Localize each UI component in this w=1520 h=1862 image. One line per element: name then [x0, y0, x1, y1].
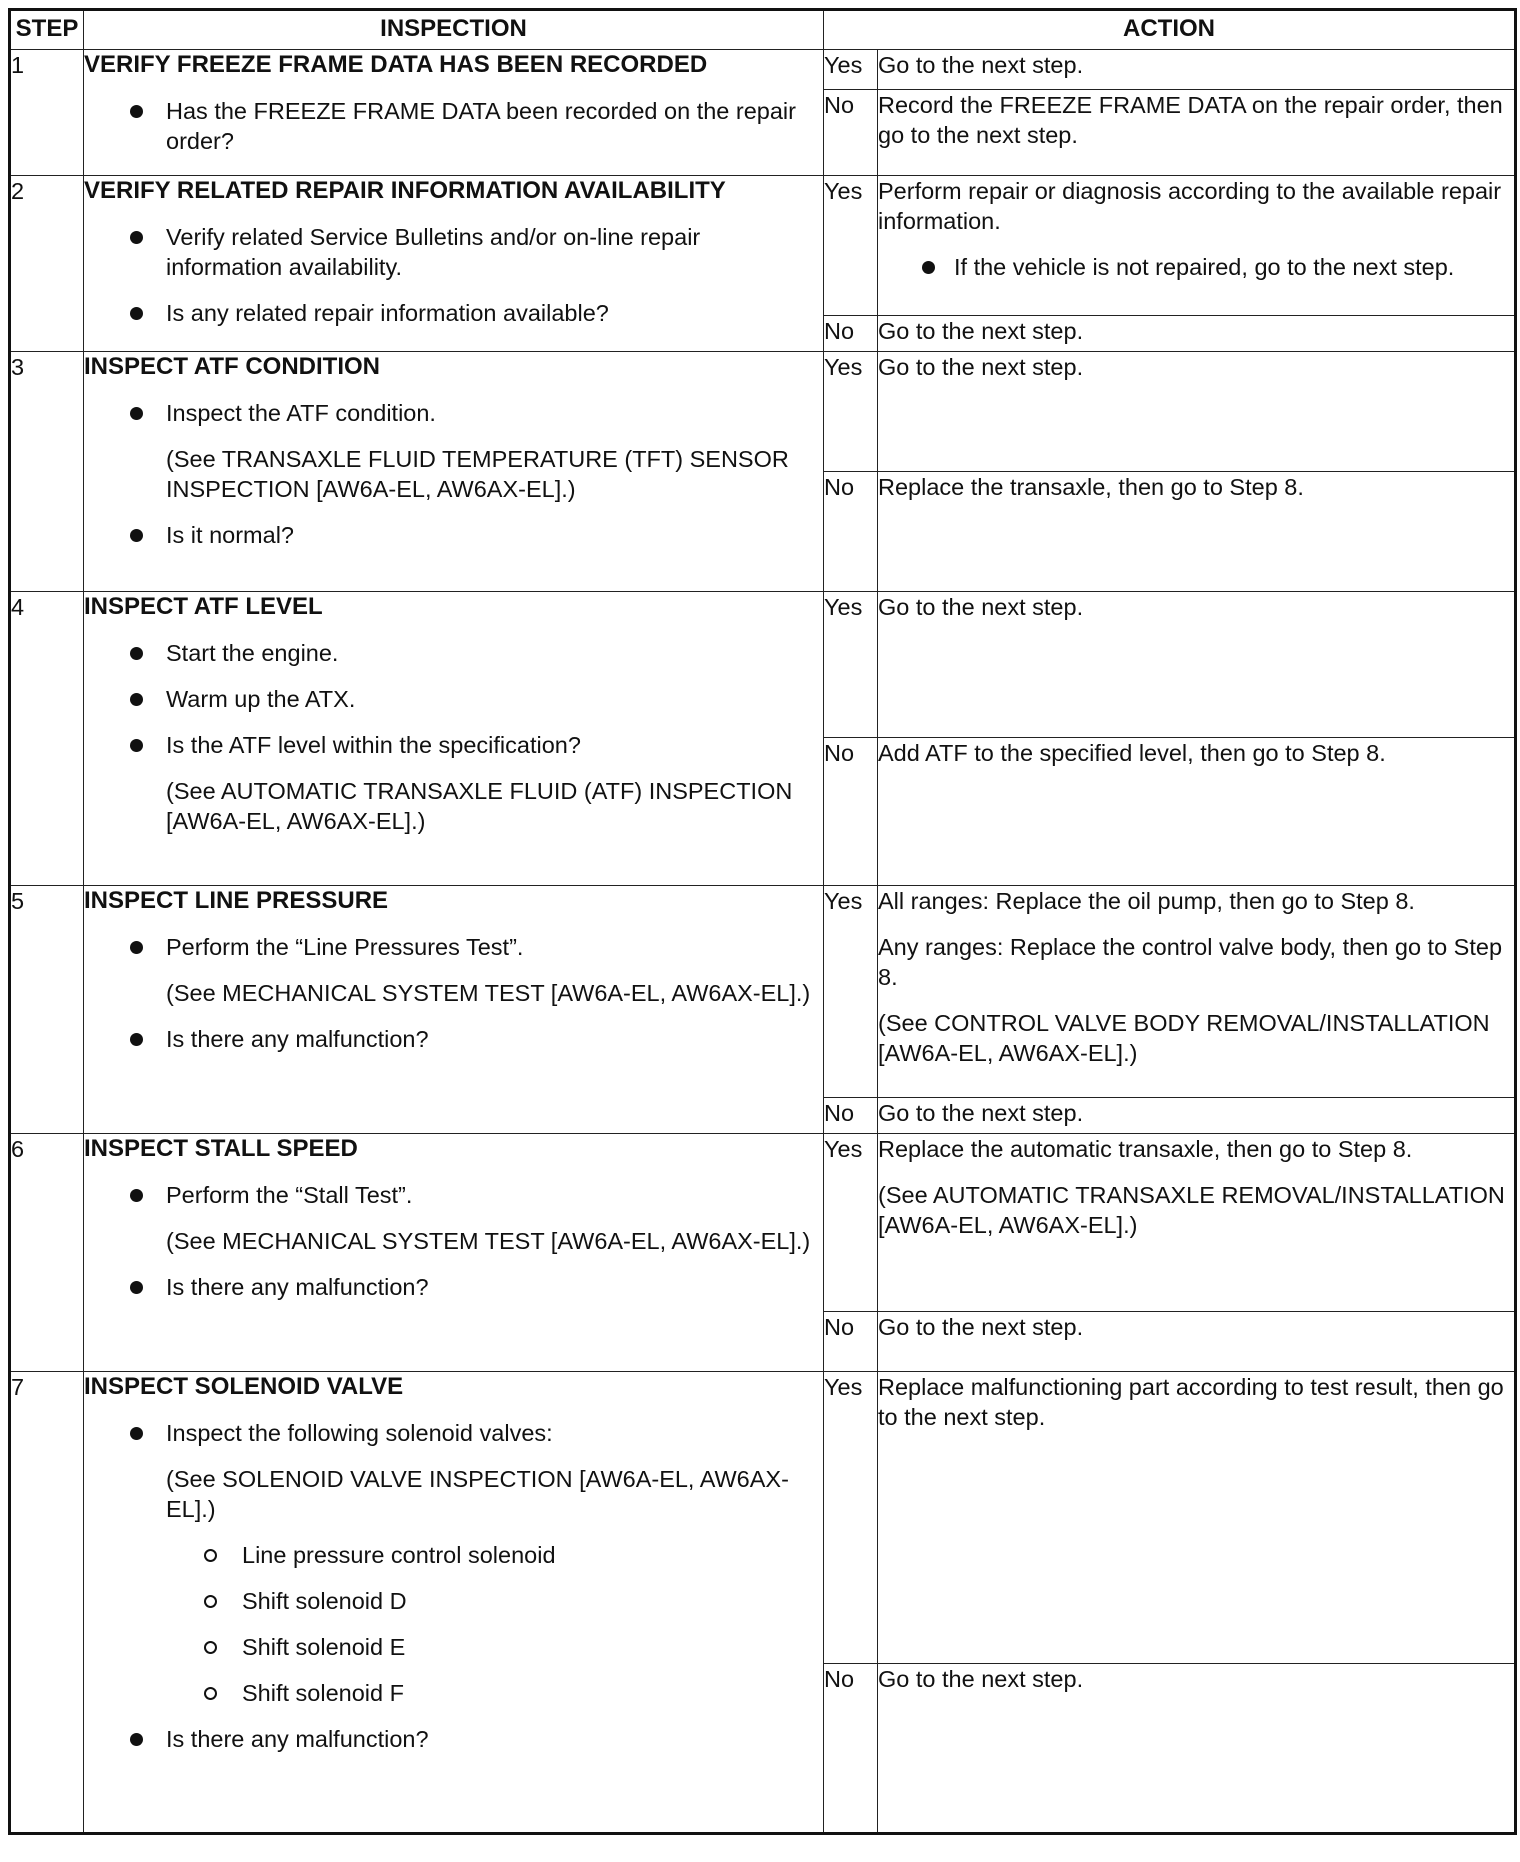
bullet-icon: [130, 529, 143, 542]
bullet-text: Is any related repair information available?: [166, 300, 609, 326]
bullet-icon: [130, 739, 143, 752]
list-item: [84, 398, 823, 428]
yes-action-cell: [878, 1134, 1516, 1312]
list-item: [84, 1272, 823, 1302]
step-7-yes-row: [10, 1372, 1516, 1664]
reference-note: (See TRANSAXLE FLUID TEMPERATURE (TFT) SENSOR INSPECTION [AW6A-EL, AW6AX-EL].): [166, 446, 789, 502]
yes-label: Yes: [824, 176, 878, 316]
sub-item-text: Shift solenoid D: [242, 1588, 407, 1614]
bullet-text: Has the FREEZE FRAME DATA been recorded on the repair order?: [166, 98, 796, 154]
bullet-icon: [130, 941, 143, 954]
inspection-cell: [84, 592, 824, 886]
yes-action-cell: [878, 886, 1516, 1098]
bullet-text: Is there any malfunction?: [166, 1726, 429, 1752]
step-4-yes-row: [10, 592, 1516, 738]
no-action: Go to the next step.: [878, 316, 1516, 352]
reference-note: (See AUTOMATIC TRANSAXLE REMOVAL/INSTALLATION [AW6A-EL, AW6AX-EL].): [878, 1182, 1505, 1238]
step-title: VERIFY RELATED REPAIR INFORMATION AVAILABILITY: [84, 177, 726, 204]
yes-label: Yes: [824, 50, 878, 90]
step-2-yes-row: [10, 176, 1516, 316]
no-label: No: [824, 1098, 878, 1134]
no-label: No: [824, 1312, 878, 1372]
yes-action: Go to the next step.: [878, 352, 1516, 472]
diagnostic-procedure-table: [8, 8, 1517, 1835]
step-number: 4: [10, 592, 84, 886]
yes-label: Yes: [824, 352, 878, 472]
bullet-icon: [130, 1733, 143, 1746]
step-title: VERIFY FREEZE FRAME DATA HAS BEEN RECORDED: [84, 51, 708, 78]
bullet-icon: [130, 105, 143, 118]
step-number: 7: [10, 1372, 84, 1834]
step-title: INSPECT ATF LEVEL: [84, 593, 323, 620]
yes-label: Yes: [824, 1134, 878, 1312]
sub-item-text: Shift solenoid E: [242, 1634, 406, 1660]
list-item: [84, 730, 823, 760]
list-item: [84, 96, 823, 156]
step-title: INSPECT ATF CONDITION: [84, 353, 380, 380]
list-item: [84, 684, 823, 714]
reference-note: (See MECHANICAL SYSTEM TEST [AW6A-EL, AW6AX-EL].): [166, 980, 811, 1006]
no-action: Go to the next step.: [878, 1098, 1516, 1134]
yes-action: Perform repair or diagnosis according to the available repair information.: [878, 178, 1502, 234]
bullet-icon: [130, 693, 143, 706]
step-3-yes-row: [10, 352, 1516, 472]
list-item: [84, 1024, 823, 1054]
bullet-text: Is it normal?: [166, 522, 294, 548]
yes-action: Go to the next step.: [878, 50, 1516, 90]
yes-action: Replace malfunctioning part according to test result, then go to the next step.: [878, 1372, 1516, 1664]
bullet-icon: [922, 261, 935, 274]
list-item: [84, 222, 823, 282]
bullet-icon: [130, 1427, 143, 1440]
step-number: 1: [10, 50, 84, 176]
list-item: [84, 1678, 823, 1708]
bullet-icon: [130, 231, 143, 244]
bullet-icon: [130, 647, 143, 660]
list-item: [84, 1632, 823, 1662]
yes-action: Any ranges: Replace the control valve body, then go to Step 8.: [878, 934, 1503, 990]
step-title: INSPECT LINE PRESSURE: [84, 887, 389, 914]
no-action: Go to the next step.: [878, 1664, 1516, 1834]
reference-note: (See MECHANICAL SYSTEM TEST [AW6A-EL, AW6AX-EL].): [166, 1228, 811, 1254]
yes-action-cell: [878, 176, 1516, 316]
yes-action: All ranges: Replace the oil pump, then go to Step 8.: [878, 888, 1415, 914]
bullet-icon: [130, 307, 143, 320]
circle-bullet-icon: [204, 1595, 217, 1608]
step-number: 2: [10, 176, 84, 352]
step-number: 3: [10, 352, 84, 592]
step-1-yes-row: [10, 50, 1516, 90]
list-item: [84, 1418, 823, 1448]
bullet-text: If the vehicle is not repaired, go to the next step.: [954, 254, 1455, 280]
list-item: [84, 520, 823, 550]
bullet-text: Inspect the ATF condition.: [166, 400, 436, 426]
yes-label: Yes: [824, 886, 878, 1098]
bullet-text: Start the engine.: [166, 640, 339, 666]
sub-item-text: Shift solenoid F: [242, 1680, 404, 1706]
bullet-text: Is there any malfunction?: [166, 1274, 429, 1300]
step-number: 5: [10, 886, 84, 1134]
inspection-cell: [84, 886, 824, 1134]
step-6-yes-row: [10, 1134, 1516, 1312]
list-item: [84, 298, 823, 328]
no-action: Replace the transaxle, then go to Step 8.: [878, 472, 1516, 592]
header-inspection: INSPECTION: [84, 10, 824, 50]
list-item: [84, 1180, 823, 1210]
yes-action: Replace the automatic transaxle, then go to Step 8.: [878, 1136, 1413, 1162]
yes-label: Yes: [824, 592, 878, 738]
bullet-text: Perform the “Line Pressures Test”.: [166, 934, 524, 960]
step-title: INSPECT SOLENOID VALVE: [84, 1373, 404, 1400]
yes-action: Go to the next step.: [878, 592, 1516, 738]
no-action: Record the FREEZE FRAME DATA on the repair order, then go to the next step.: [878, 90, 1516, 176]
no-label: No: [824, 90, 878, 176]
no-label: No: [824, 738, 878, 886]
inspection-cell: [84, 50, 824, 176]
bullet-icon: [130, 1189, 143, 1202]
circle-bullet-icon: [204, 1687, 217, 1700]
yes-label: Yes: [824, 1372, 878, 1664]
inspection-cell: [84, 176, 824, 352]
bullet-text: Verify related Service Bulletins and/or on-line repair information availability.: [166, 224, 701, 280]
bullet-text: Perform the “Stall Test”.: [166, 1182, 413, 1208]
bullet-text: Is the ATF level within the specification?: [166, 732, 581, 758]
reference-note: (See SOLENOID VALVE INSPECTION [AW6A-EL, AW6AX-EL].): [166, 1466, 789, 1522]
list-item: [878, 252, 1514, 282]
list-item: [84, 1586, 823, 1616]
bullet-text: Inspect the following solenoid valves:: [166, 1420, 553, 1446]
bullet-text: Is there any malfunction?: [166, 1026, 429, 1052]
inspection-cell: [84, 1372, 824, 1834]
step-5-yes-row: [10, 886, 1516, 1098]
reference-note: (See CONTROL VALVE BODY REMOVAL/INSTALLATION [AW6A-EL, AW6AX-EL].): [878, 1010, 1490, 1066]
no-label: No: [824, 472, 878, 592]
step-title: INSPECT STALL SPEED: [84, 1135, 358, 1162]
list-item: [84, 932, 823, 962]
no-action: Go to the next step.: [878, 1312, 1516, 1372]
inspection-cell: [84, 352, 824, 592]
circle-bullet-icon: [204, 1549, 217, 1562]
no-action: Add ATF to the specified level, then go to Step 8.: [878, 738, 1516, 886]
list-item: [84, 1724, 823, 1754]
no-label: No: [824, 1664, 878, 1834]
bullet-icon: [130, 1033, 143, 1046]
inspection-cell: [84, 1134, 824, 1372]
no-label: No: [824, 316, 878, 352]
list-item: [84, 1540, 823, 1570]
list-item: [84, 638, 823, 668]
table-header-row: [10, 10, 1516, 50]
reference-note: (See AUTOMATIC TRANSAXLE FLUID (ATF) INSPECTION [AW6A-EL, AW6AX-EL].): [166, 778, 793, 834]
bullet-icon: [130, 1281, 143, 1294]
step-number: 6: [10, 1134, 84, 1372]
bullet-icon: [130, 407, 143, 420]
header-action: ACTION: [824, 10, 1516, 50]
circle-bullet-icon: [204, 1641, 217, 1654]
sub-item-text: Line pressure control solenoid: [242, 1542, 556, 1568]
bullet-text: Warm up the ATX.: [166, 686, 356, 712]
header-step: STEP: [10, 10, 84, 50]
